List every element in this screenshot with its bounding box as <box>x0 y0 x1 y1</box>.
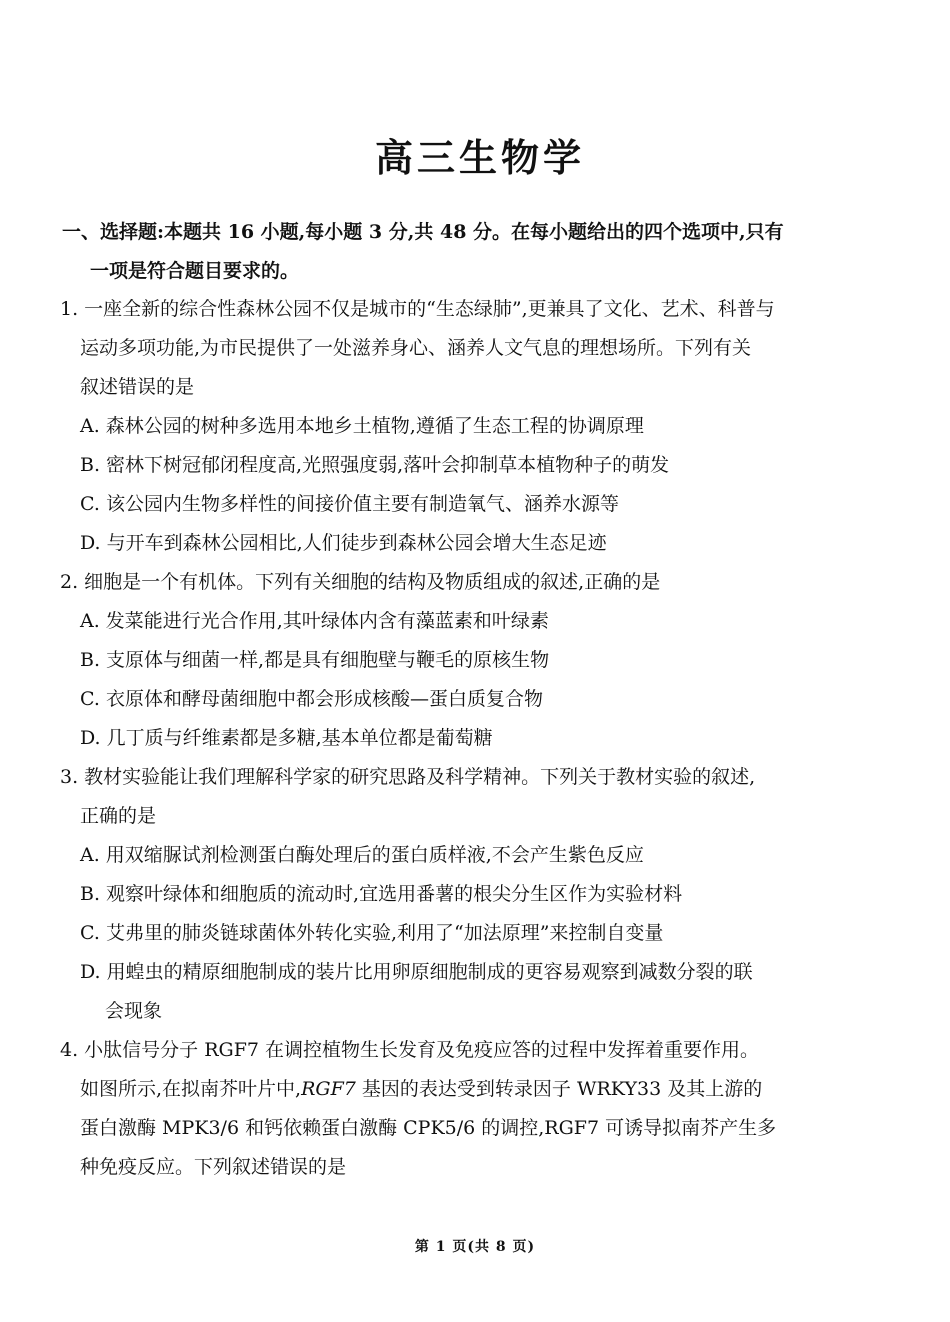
question-1-stem-line1: 1. 一座全新的综合性森林公园不仅是城市的“生态绿肺”,更兼具了文化、艺术、科普与 <box>60 298 775 320</box>
question-3-option-d-line2: 会现象 <box>105 1000 163 1022</box>
question-3-option-a: A. 用双缩脲试剂检测蛋白酶处理后的蛋白质样液,不会产生紫色反应 <box>80 844 644 866</box>
question-4-stem-line2-post: 基因的表达受到转录因子 WRKY33 及其上游的 <box>355 1078 763 1100</box>
question-2-stem: 2. 细胞是一个有机体。下列有关细胞的结构及物质组成的叙述,正确的是 <box>60 571 661 593</box>
question-4-stem-line4: 种免疫反应。下列叙述错误的是 <box>80 1156 347 1178</box>
question-1-option-b: B. 密林下树冠郁闭程度高,光照强度弱,落叶会抑制草本植物种子的萌发 <box>80 454 670 476</box>
question-3-stem-line2: 正确的是 <box>80 805 157 827</box>
question-2-option-c: C. 衣原体和酵母菌细胞中都会形成核酸—蛋白质复合物 <box>80 688 543 710</box>
question-2-option-b: B. 支原体与细菌一样,都是具有细胞壁与鞭毛的原核生物 <box>80 649 550 671</box>
question-1-stem-line3: 叙述错误的是 <box>80 376 195 398</box>
question-2-option-d: D. 几丁质与纤维素都是多糖,基本单位都是葡萄糖 <box>80 727 493 749</box>
question-1-option-d: D. 与开车到森林公园相比,人们徒步到森林公园会增大生态足迹 <box>80 532 607 554</box>
question-2-option-a: A. 发菜能进行光合作用,其叶绿体内含有藻蓝素和叶绿素 <box>80 610 549 632</box>
question-4-stem-line2-pre: 如图所示,在拟南芥叶片中, <box>80 1078 302 1100</box>
question-1-option-a: A. 森林公园的树种多选用本地乡土植物,遵循了生态工程的协调原理 <box>80 415 644 437</box>
rgf7-gene-name: RGF7 <box>301 1078 356 1100</box>
question-4-stem-line1: 4. 小肽信号分子 RGF7 在调控植物生长发育及免疫应答的过程中发挥着重要作用。 <box>60 1039 760 1061</box>
question-3-option-b: B. 观察叶绿体和细胞质的流动时,宜选用番薯的根尖分生区作为实验材料 <box>80 883 683 905</box>
section-heading-line1: 一、选择题:本题共 16 小题,每小题 3 分,共 48 分。在每小题给出的四个选项中,只有 <box>62 221 784 243</box>
section-heading-line2: 一项是符合题目要求的。 <box>90 260 300 282</box>
page-title: 高三生物学 <box>374 135 585 180</box>
question-1-stem-line2: 运动多项功能,为市民提供了一处滋养身心、涵养人文气息的理想场所。下列有关 <box>80 337 752 359</box>
question-3-stem-line1: 3. 教材实验能让我们理解科学家的研究思路及科学精神。下列关于教材实验的叙述, <box>60 766 756 788</box>
question-1-option-c: C. 该公园内生物多样性的间接价值主要有制造氧气、涵养水源等 <box>80 493 619 515</box>
page-footer: 第 1 页(共 8 页) <box>414 1239 536 1255</box>
question-4-stem-line2 <box>80 1075 762 1103</box>
question-4-stem-line3: 蛋白激酶 MPK3/6 和钙依赖蛋白激酶 CPK5/6 的调控,RGF7 可诱导拟南芥产生多 <box>80 1117 777 1139</box>
question-3-option-c: C. 艾弗里的肺炎链球菌体外转化实验,利用了“加法原理”来控制自变量 <box>80 922 664 944</box>
question-3-option-d-line1: D. 用蝗虫的精原细胞制成的装片比用卵原细胞制成的更容易观察到减数分裂的联 <box>80 961 753 983</box>
